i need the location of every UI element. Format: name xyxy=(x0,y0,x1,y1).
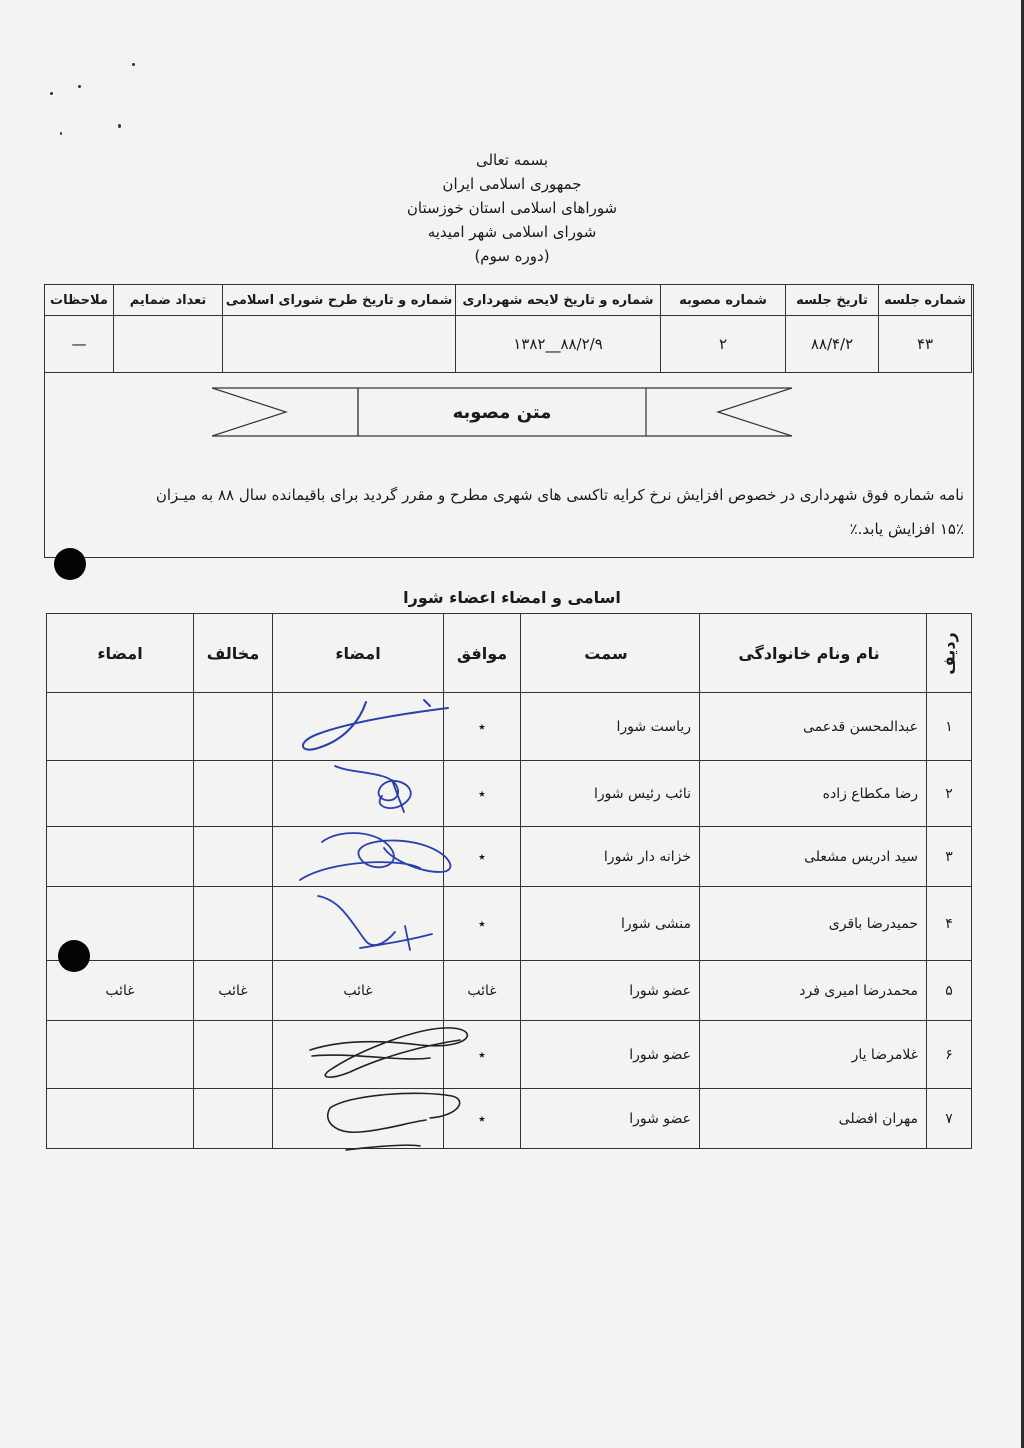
member-role: عضو شورا xyxy=(521,961,700,1021)
member-role: عضو شورا xyxy=(521,1021,700,1089)
table-row xyxy=(47,1021,972,1089)
row-index: ۲ xyxy=(927,761,972,827)
oppose-cell: غائب xyxy=(194,961,273,1021)
header-term: (دوره سوم) xyxy=(474,247,550,265)
banner-title: متن مصوبه xyxy=(452,401,552,423)
member-name: غلامرضا یار xyxy=(700,1021,927,1089)
oppose-cell xyxy=(194,761,273,827)
signature-2-cell xyxy=(47,693,194,761)
member-role: نائب رئیس شورا xyxy=(521,761,700,827)
oppose-cell xyxy=(194,693,273,761)
signature-2-cell xyxy=(47,1089,194,1149)
signature-2-cell: غائب xyxy=(47,961,194,1021)
agree-mark: ٭ xyxy=(444,761,521,827)
punch-hole xyxy=(58,940,90,972)
members-title: اسامی و امضاء اعضاء شورا xyxy=(403,588,621,607)
value-notes: — xyxy=(45,316,114,373)
row-index: ۷ xyxy=(927,1089,972,1149)
signature-cell xyxy=(273,827,444,887)
header-basmala: بسمه تعالی xyxy=(475,151,549,169)
members-table xyxy=(46,613,972,1149)
member-role: عضو شورا xyxy=(521,1089,700,1149)
row-index: ۱ xyxy=(927,693,972,761)
header-signature: امضاء xyxy=(273,614,444,693)
table-row xyxy=(47,961,972,1021)
value-bill-no-date: ۸۸/۲/۹__۱۳۸۲ xyxy=(456,316,661,373)
member-role: خزانه دار شورا xyxy=(521,827,700,887)
signature-cell xyxy=(273,887,444,961)
oppose-cell xyxy=(194,827,273,887)
header-signature-2: امضاء xyxy=(47,614,194,693)
document-header xyxy=(300,148,724,268)
value-attachments xyxy=(114,316,223,373)
meta-table xyxy=(44,284,972,373)
resolution-line-1: نامه شماره فوق شهرداری در خصوص افزایش نرخ کرایه تاکسی های شهری مطرح و مقرر گردید برای باقیمانده سال ۸۸ به میـزان xyxy=(155,486,964,504)
table-row xyxy=(47,693,972,761)
resolution-line-2: ۱۵٪ افزایش یابد.٪ xyxy=(849,520,964,538)
member-name: سید ادریس مشعلی xyxy=(700,827,927,887)
header-notes: ملاحظات xyxy=(45,285,114,316)
agree-mark: ٭ xyxy=(444,887,521,961)
header-row-label: ردیف xyxy=(939,631,959,675)
header-resolution-no: شماره مصوبه xyxy=(661,285,786,316)
oppose-cell xyxy=(194,1021,273,1089)
signature-cell: غائب xyxy=(273,961,444,1021)
scan-speck xyxy=(60,132,62,135)
scan-speck xyxy=(132,63,135,66)
row-index: ۶ xyxy=(927,1021,972,1089)
agree-mark: غائب xyxy=(444,961,521,1021)
row-index: ۵ xyxy=(927,961,972,1021)
member-name: رضا مکطاع زاده xyxy=(700,761,927,827)
header-session-date: تاریخ جلسه xyxy=(786,285,879,316)
signature-cell xyxy=(273,761,444,827)
agree-mark: ٭ xyxy=(444,827,521,887)
value-plan-no-date xyxy=(223,316,456,373)
resolution-text xyxy=(52,478,964,546)
header-plan-no-date: شماره و تاریخ طرح شورای اسلامی xyxy=(223,285,456,316)
header-country: جمهوری اسلامی ایران xyxy=(442,175,582,193)
row-index: ۴ xyxy=(927,887,972,961)
header-oppose: مخالف xyxy=(194,614,273,693)
agree-mark: ٭ xyxy=(444,693,521,761)
table-row xyxy=(47,1089,972,1149)
member-name: عبدالمحسن قدعمی xyxy=(700,693,927,761)
scan-speck xyxy=(78,85,81,88)
header-session-no: شماره جلسه xyxy=(879,285,972,316)
signature-2-cell xyxy=(47,827,194,887)
row-index: ۳ xyxy=(927,827,972,887)
member-name: محمدرضا امیری فرد xyxy=(700,961,927,1021)
signature-cell xyxy=(273,693,444,761)
scan-speck xyxy=(50,92,53,95)
agree-mark: ٭ xyxy=(444,1089,521,1149)
oppose-cell xyxy=(194,1089,273,1149)
table-row xyxy=(47,761,972,827)
oppose-cell xyxy=(194,887,273,961)
header-attachments: تعداد ضمایم xyxy=(114,285,223,316)
header-province-councils: شوراهای اسلامی استان خوزستان xyxy=(406,199,618,217)
punch-hole xyxy=(54,548,86,580)
value-resolution-no: ۲ xyxy=(661,316,786,373)
header-name: نام ونام خانوادگی xyxy=(700,614,927,693)
table-row xyxy=(47,887,972,961)
header-role: سمت xyxy=(521,614,700,693)
signature-cell xyxy=(273,1089,444,1149)
member-name: حمیدرضا باقری xyxy=(700,887,927,961)
value-session-no: ۴۳ xyxy=(879,316,972,373)
signature-2-cell xyxy=(47,761,194,827)
agree-mark: ٭ xyxy=(444,1021,521,1089)
header-agree: موافق xyxy=(444,614,521,693)
member-name: مهران افضلی xyxy=(700,1089,927,1149)
signature-cell xyxy=(273,1021,444,1089)
scan-speck xyxy=(118,124,121,128)
header-row xyxy=(927,614,972,693)
value-session-date: ۸۸/۴/۲ xyxy=(786,316,879,373)
header-bill-no-date: شماره و تاریخ لایحه شهرداری xyxy=(456,285,661,316)
table-row xyxy=(47,827,972,887)
signature-2-cell xyxy=(47,1021,194,1089)
header-city-council: شورای اسلامی شهر امیدیه xyxy=(427,223,597,241)
member-role: منشی شورا xyxy=(521,887,700,961)
member-role: ریاست شورا xyxy=(521,693,700,761)
